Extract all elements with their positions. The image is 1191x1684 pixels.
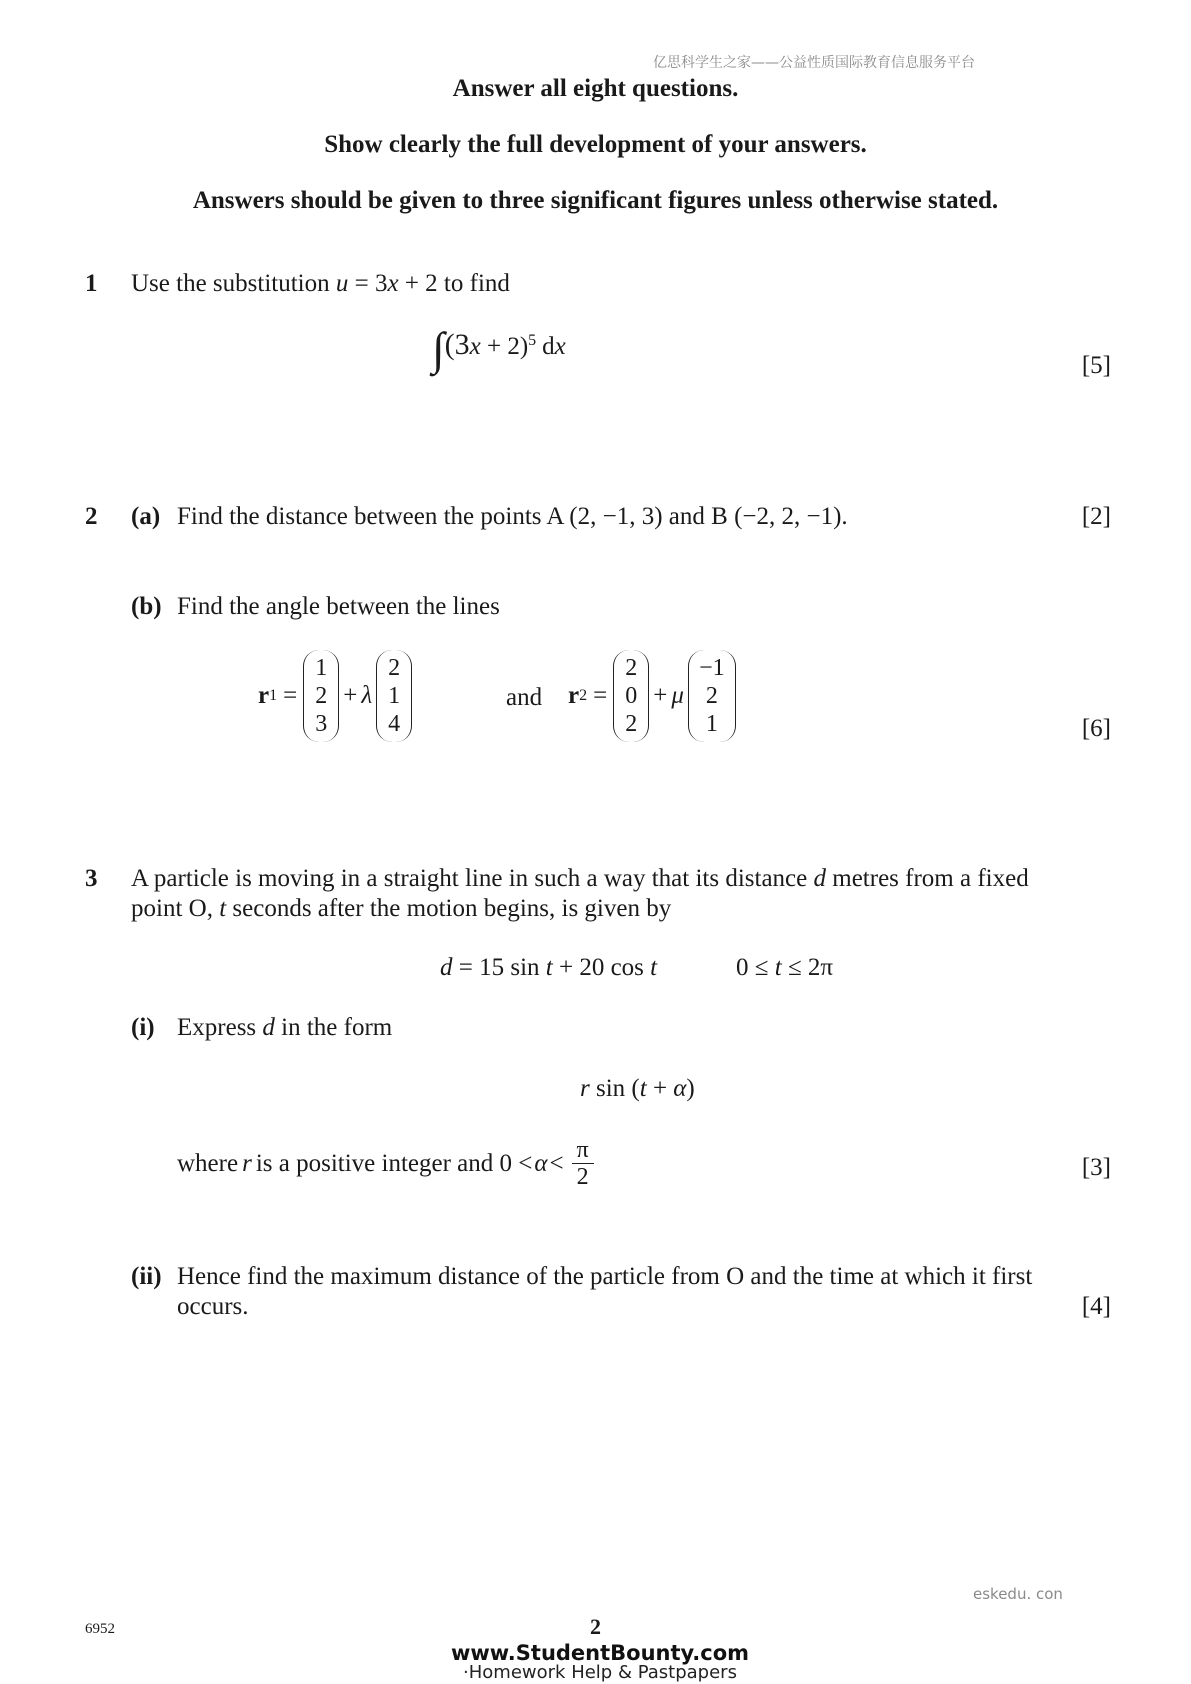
- instruction-1: Answer all eight questions.: [452, 75, 739, 102]
- q3-line2: point O, t seconds after the motion begins, is given by: [131, 895, 672, 922]
- page-number: 2: [590, 1614, 601, 1639]
- studentbounty-tagline: ·Homework Help & Pastpapers: [463, 1662, 737, 1683]
- q3ii-line2: occurs.: [177, 1293, 249, 1320]
- q3-where: where r is a positive integer and 0 < α < $\frac{\pi}{2}$: [177, 1137, 594, 1190]
- top-watermark: 亿思科学生之家——公益性质国际教育信息服务平台: [653, 55, 975, 71]
- q3ii-marks: [4]: [1081, 1293, 1111, 1320]
- line-r1: r 1 = 1 2 3 + λ 2 1 4: [258, 650, 412, 742]
- q3-equation: d = 15 sin t + 20 cos t: [440, 954, 658, 981]
- vector-r1-direction: 2 1 4: [376, 650, 412, 742]
- q2b-text: Find the angle between the lines: [177, 593, 500, 620]
- instruction-3: Answers should be given to three significant figures unless otherwise stated.: [192, 187, 999, 214]
- q3ii-line1: Hence find the maximum distance of the particle from O and the time at which it first: [177, 1263, 1033, 1290]
- vector-r2-direction: −1 2 1: [688, 650, 736, 742]
- q2a-marks: [2]: [1081, 503, 1111, 530]
- q1-number: 1: [85, 270, 98, 297]
- and-text: and: [506, 684, 543, 711]
- instruction-2: Show clearly the full development of your answers.: [324, 131, 867, 158]
- q2b-marks: [6]: [1081, 715, 1111, 742]
- line-r2: r 2 = 2 0 2 + μ −1 2 1: [568, 650, 736, 742]
- q1-marks: [5]: [1081, 352, 1111, 379]
- q1-text: Use the substitution u = 3x + 2 to find: [131, 270, 510, 297]
- q3ii-label: (ii): [131, 1263, 162, 1290]
- q2a-text: Find the distance between the points A (2, −1, 3) and B (−2, 2, −1).: [177, 503, 848, 530]
- q3i-text: Express d in the form: [177, 1014, 393, 1041]
- q2a-label: (a): [131, 503, 161, 530]
- q1-integral: $\int(3x + 2)^5$ dx: [432, 323, 566, 374]
- paper-code: 6952: [85, 1621, 115, 1637]
- footer-watermark: eskedu. con: [973, 1585, 1063, 1603]
- q2b-label: (b): [131, 593, 162, 620]
- vector-r2-point: 2 0 2: [613, 650, 649, 742]
- integral-sign: ∫: [432, 323, 445, 374]
- q3-form: r sin (t + α): [580, 1075, 695, 1102]
- vector-r1-point: 1 2 3: [303, 650, 339, 742]
- pi-over-two: $\frac{\pi}{2}$: [572, 1137, 594, 1190]
- q3-number: 3: [85, 865, 98, 892]
- q3-range: 0 ≤ t ≤ 2π: [736, 954, 834, 981]
- q3i-marks: [3]: [1081, 1154, 1111, 1181]
- q2-number: 2: [85, 503, 98, 530]
- q3i-label: (i): [131, 1014, 155, 1041]
- studentbounty-link[interactable]: www.StudentBounty.com: [450, 1641, 750, 1665]
- q3-line1: A particle is moving in a straight line in such a way that its distance d metres from a fixed: [131, 865, 1029, 892]
